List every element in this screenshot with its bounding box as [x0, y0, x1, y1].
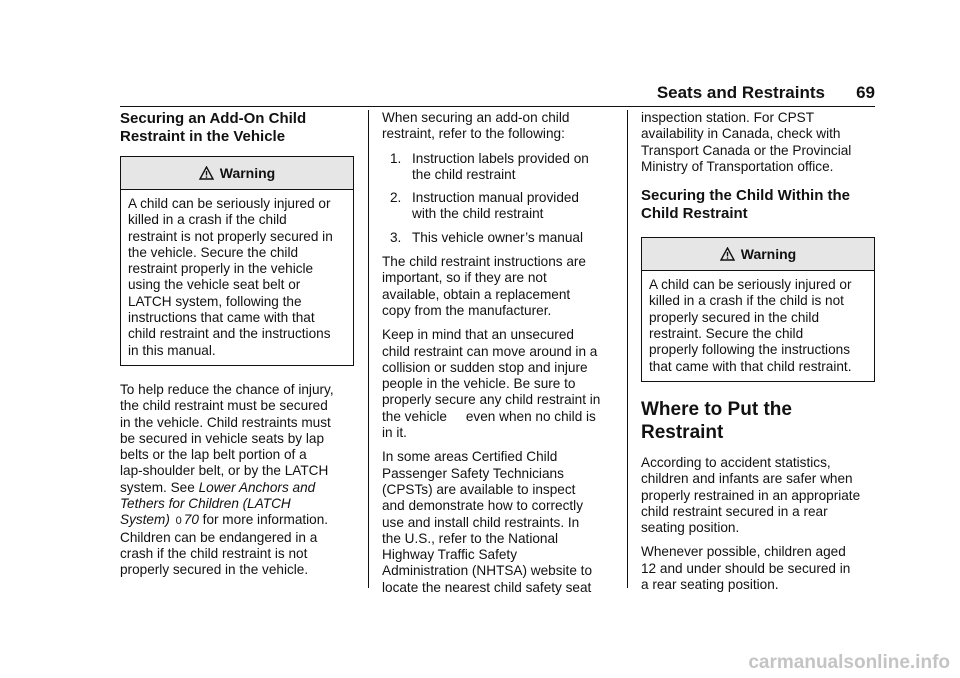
warning-line: LATCH system, following the	[128, 293, 302, 309]
paragraph-cpst	[382, 449, 616, 596]
ref-text: System)	[120, 512, 170, 528]
warning-line: instructions that came with that	[128, 310, 315, 326]
column-divider-2	[627, 110, 628, 588]
text-line: available, obtain a replacement	[382, 286, 571, 302]
heading-line: Restraint	[641, 421, 724, 443]
text-line: copy from the manufacturer.	[382, 302, 552, 318]
warning-box	[120, 156, 354, 366]
text-line: use and install child restraints. In	[382, 514, 580, 530]
column-3	[641, 110, 875, 601]
warning-title: Warning	[219, 164, 276, 181]
text-line: important, so if they are not	[382, 270, 547, 286]
page-number: 69	[856, 83, 875, 102]
text-line: collision or sudden stop and injure	[382, 359, 588, 375]
page-ref-arrow-icon: 0	[175, 515, 182, 528]
warning-header	[642, 238, 874, 271]
warning-line: using the vehicle seat belt or	[128, 277, 301, 293]
paragraph-statistics	[641, 455, 875, 536]
warning-line: A child can be seriously injured or	[649, 277, 852, 293]
text-line: Administration (NHTSA) website to	[382, 563, 593, 579]
text-line: restraint, refer to the following:	[382, 126, 565, 142]
text-line: seating position.	[641, 520, 740, 536]
text-line: properly secure any child restraint in	[382, 392, 601, 408]
paragraph-help-reduce	[120, 382, 354, 579]
warning-line: properly secured in the child	[649, 309, 820, 325]
list-number: 1.	[390, 150, 402, 166]
warning-triangle-icon	[720, 247, 735, 261]
warning-triangle-icon	[199, 166, 214, 180]
column-divider-1	[368, 110, 369, 588]
paragraph-cpst-continued	[641, 110, 875, 175]
text-line: a rear seating position.	[641, 577, 779, 593]
text-line: Transport Canada or the Provincial	[641, 142, 852, 158]
text-line: Whenever possible, children aged	[641, 544, 846, 560]
text-line: in the vehicle. Child restraints must	[120, 414, 331, 430]
warning-line: that came with that child restraint.	[649, 358, 852, 374]
text-line: The child restraint instructions are	[382, 254, 586, 270]
text-line: locate the nearest child safety seat	[382, 579, 592, 595]
paragraph-unsecured	[382, 327, 616, 441]
text-line: properly secured in the vehicle.	[120, 562, 309, 578]
reference-list	[382, 151, 616, 246]
ref-text: Tethers for Children (LATCH	[120, 496, 291, 512]
text-line: Instruction labels provided on	[412, 150, 589, 166]
text-line: 12 and under should be secured in	[641, 560, 851, 576]
warning-line: restraint properly in the vehicle	[128, 261, 314, 277]
section-title: Seats and Restraints	[656, 83, 825, 102]
text-line: lap-shoulder belt, or by the LATCH	[120, 463, 329, 479]
text-line: belts or the lap belt portion of a	[120, 447, 307, 463]
text-line: Keep in mind that an unsecured	[382, 327, 574, 343]
text-line: Highway Traffic Safety	[382, 547, 517, 563]
warning-text	[121, 190, 353, 365]
text-line: availability in Canada, check with	[641, 126, 841, 142]
page-ref-number[interactable]: 70	[183, 512, 199, 528]
column-2	[382, 110, 616, 604]
list-item	[382, 151, 616, 184]
heading-securing-add-on	[120, 110, 354, 146]
text-line: Ministry of Transportation office.	[641, 158, 834, 174]
text-line: When securing an add-on child	[382, 110, 570, 125]
text-line: (CPSTs) are available to inspect	[382, 481, 576, 497]
text-line: child restraint can move around in a	[382, 343, 598, 359]
list-number: 3.	[390, 229, 402, 245]
warning-line: restraint is not properly secured in	[128, 228, 333, 244]
paragraph-aged-12	[641, 544, 875, 593]
paragraph-intro	[382, 110, 616, 143]
text-line: the child restraint	[412, 166, 516, 182]
warning-line: restraint. Secure the child	[649, 326, 804, 342]
ref-text: Lower Anchors and	[198, 479, 316, 495]
warning-line: killed in a crash if the child is not	[649, 293, 844, 309]
warning-line: in this manual.	[128, 342, 216, 358]
text-line: for more information.	[202, 512, 329, 528]
heading-line: Securing an Add-On Child	[120, 110, 307, 127]
column-1	[120, 110, 354, 587]
heading-line: Restraint in the Vehicle	[120, 128, 286, 145]
text-line: To help reduce the chance of injury,	[120, 381, 334, 397]
text-line: people in the vehicle. Be sure to	[382, 376, 576, 392]
list-item	[382, 230, 616, 246]
text-line: and demonstrate how to correctly	[382, 498, 583, 514]
warning-title: Warning	[740, 246, 797, 263]
text-line: children and infants are safer when	[641, 471, 853, 487]
text-line: Children can be endangered in a	[120, 529, 318, 545]
text-line: properly restrained in an appropriate	[641, 487, 861, 503]
warning-header	[121, 157, 353, 190]
text-line: This vehicle owner’s manual	[412, 229, 584, 245]
text-line: child restraint secured in a rear	[641, 503, 828, 519]
warning-line: killed in a crash if the child	[128, 212, 287, 228]
warning-line: A child can be seriously injured or	[128, 196, 331, 211]
text-line: According to accident statistics,	[641, 454, 831, 470]
heading-securing-child	[641, 187, 875, 223]
paragraph-instructions	[382, 254, 616, 319]
text-line: inspection station. For CPST	[641, 110, 815, 125]
warning-line: the vehicle. Secure the child	[128, 244, 299, 260]
list-item	[382, 190, 616, 223]
list-number: 2.	[390, 190, 402, 206]
watermark: carmanualsonline.info	[748, 652, 950, 673]
warning-line: properly following the instructions	[649, 342, 850, 358]
text-line: with the child restraint	[412, 206, 544, 222]
text-line: system. See	[120, 479, 195, 495]
text-line: crash if the child restraint is not	[120, 545, 308, 561]
text-line: the vehicle even when no child is	[382, 408, 596, 424]
text-line: In some areas Certified Child	[382, 449, 558, 465]
text-line: the child restraint must be secured	[120, 398, 328, 414]
heading-line: Where to Put the	[641, 398, 792, 420]
text-line: in it.	[382, 425, 407, 441]
heading-where-to-put	[641, 398, 875, 444]
heading-line: Securing the Child Within the	[641, 187, 851, 205]
header-rule	[120, 106, 875, 107]
text-line: Instruction manual provided	[412, 190, 579, 206]
running-head	[120, 83, 875, 107]
warning-text	[642, 271, 874, 381]
text-line: Passenger Safety Technicians	[382, 465, 564, 481]
warning-line: child restraint and the instructions	[128, 326, 331, 342]
text-line: the U.S., refer to the National	[382, 530, 559, 546]
warning-box	[641, 237, 875, 382]
heading-line: Child Restraint	[641, 205, 748, 223]
text-line: be secured in vehicle seats by lap	[120, 430, 325, 446]
